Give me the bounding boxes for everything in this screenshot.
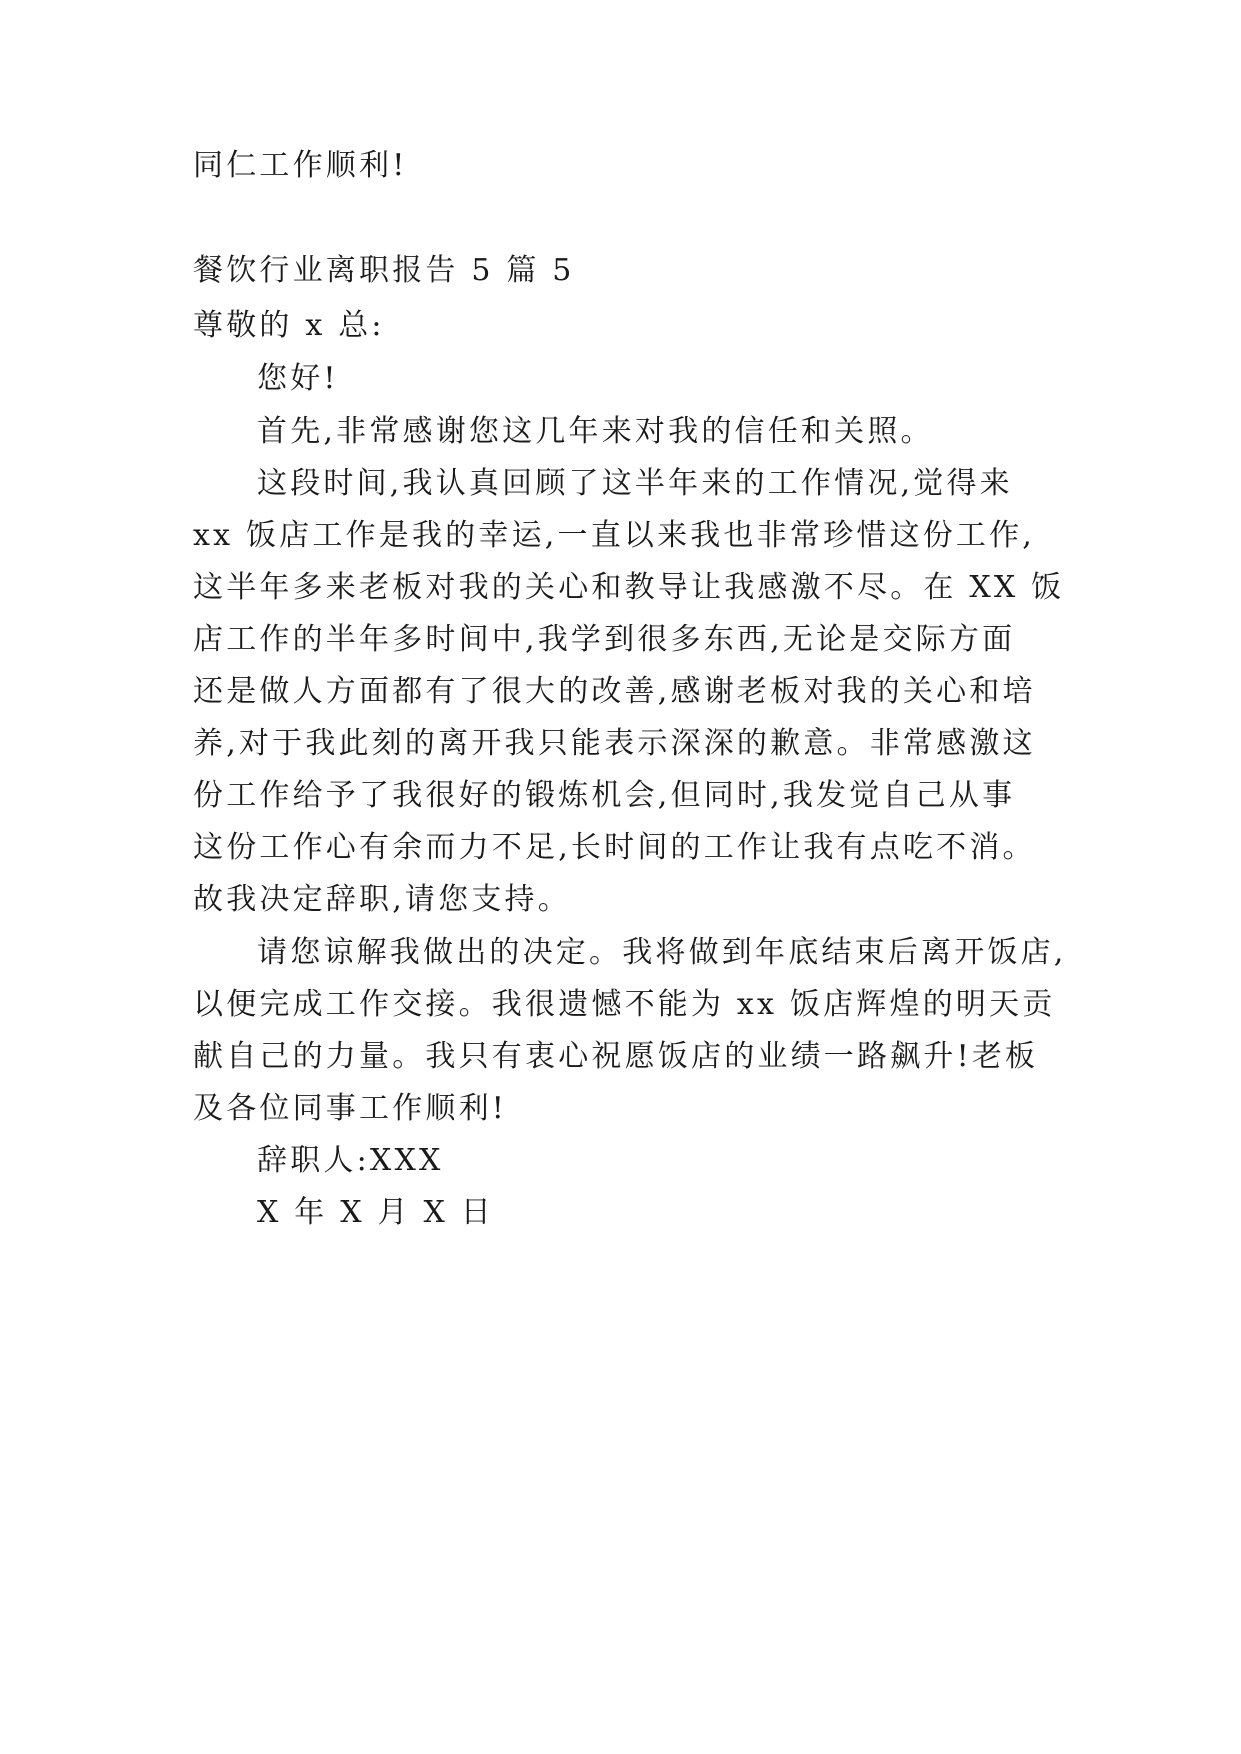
- paragraph-line: 这半年多来老板对我的关心和教导让我感激不尽。在 XX 饭: [193, 570, 1065, 605]
- salutation: 尊敬的 x 总:: [193, 308, 385, 343]
- paragraph-line: 这份工作心有余而力不足,长时间的工作让我有点吃不消。: [193, 830, 1036, 865]
- paragraph-line: 及各位同事工作顺利!: [193, 1091, 508, 1126]
- paragraph-line: 故我决定辞职,请您支持。: [193, 882, 571, 917]
- paragraph-line: 请您谅解我做出的决定。我将做到年底结束后离开饭店,: [257, 935, 1067, 970]
- paragraph-line: 份工作给予了我很好的锻炼机会,但同时,我发觉自己从事: [193, 778, 1016, 813]
- paragraph-1: 首先,非常感谢您这几年来对我的信任和关照。: [257, 414, 934, 449]
- paragraph-line: 献自己的力量。我只有衷心祝愿饭店的业绩一路飙升!老板: [193, 1039, 1039, 1074]
- section-title: 餐饮行业离职报告 5 篇 5: [193, 253, 575, 288]
- paragraph-line: xx 饭店工作是我的幸运,一直以来我也非常珍惜这份工作,: [193, 518, 1036, 553]
- paragraph-line: 还是做人方面都有了很大的改善,感谢老板对我的关心和培: [193, 674, 1036, 709]
- paragraph-line: 以便完成工作交接。我很遗憾不能为 xx 饭店辉煌的明天贡: [193, 987, 1056, 1022]
- paragraph-line: 店工作的半年多时间中,我学到很多东西,无论是交际方面: [193, 622, 1016, 657]
- paragraph-line: 这段时间,我认真回顾了这半年来的工作情况,觉得来: [257, 466, 1013, 501]
- greeting: 您好!: [257, 361, 339, 396]
- signature: 辞职人:XXX: [257, 1143, 444, 1178]
- date-line: X 年 X 月 X 日: [257, 1195, 494, 1230]
- paragraph-line: 养,对于我此刻的离开我只能表示深深的歉意。非常感激这: [193, 726, 1036, 761]
- carryover-line: 同仁工作顺利!: [193, 148, 408, 183]
